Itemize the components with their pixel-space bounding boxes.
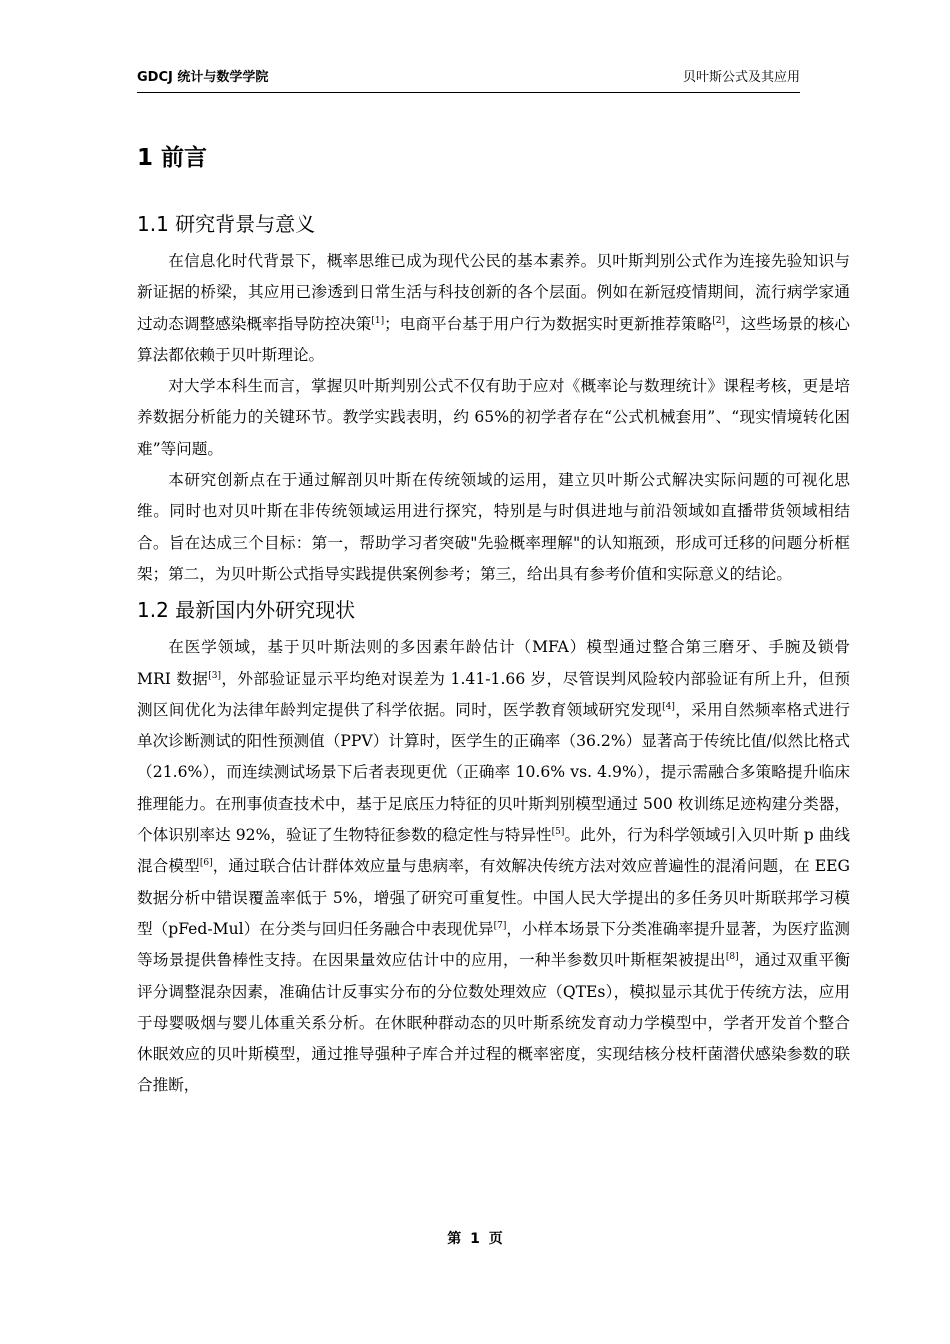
section-title-1-2: 1.2 最新国内外研究现状 (137, 598, 356, 623)
citation-ref: [8] (725, 952, 739, 963)
chapter-title: 1 前言 (137, 145, 208, 171)
paragraph-text: ，外部验证显示平均绝对误差为 1.41-1.66 岁，尽管误判风险较内部验证有所上升，但预测区间优化为法律年龄判定提供了科学依据。同时，医学教育领域研究发现 (137, 669, 851, 719)
paragraph-text: ，采用自然频率格式进行单次诊断测试的阳性预测值（PPV）计算时，医学生的正确率（36.2%）显著高于传统比值/似然比格式（21.6%），而连续测试场景下后者表现更优（正确率 10.6% vs. 4.9%），提示需融合多策略提升临床推理能力。在刑事侦查技术中，基于足底压力特征的贝叶斯判别模型通过 500 枚训练足迹构建分类器，个体识别率达 92%，验证了生物特征参数的稳定性与特异性 (137, 700, 850, 845)
header-document-title: 贝叶斯公式及其应用 (682, 70, 800, 85)
citation-ref: [7] (493, 920, 507, 931)
page-number: 第 1 页 (447, 1231, 503, 1247)
paragraph (137, 246, 850, 371)
citation-ref: [2] (712, 315, 725, 326)
page-header (137, 66, 800, 88)
citation-ref: [5] (551, 826, 565, 837)
paragraph (137, 632, 850, 1101)
paragraph-text: ，小样本场景下分类准确率提升显著，为医疗监测等场景提供鲁棒性支持。在因果量效应估计中的应用，一种半参数贝叶斯框架被提出 (137, 919, 850, 970)
paragraph-text: 对大学本科生而言，掌握贝叶斯判别公式不仅有助于应对《概率论与数理统计》课程考核，更是培养数据分析能力的关键环节。教学实践表明，约 65%的初学者存在“公式机械套用”、“现实情境转化困难”等问题。 (137, 377, 850, 458)
paragraph (137, 465, 850, 590)
paragraph-text: ；电商平台基于用户行为数据实时更新推荐策略 (384, 314, 713, 333)
paragraph-text: 在信息化时代背景下，概率思维已成为现代公民的基本素养。贝叶斯判别公式作为连接先验知识与新证据的桥梁，其应用已渗透到日常生活与科技创新的各个层面。例如在新冠疫情期间，流行病学家通过动态调整感染概率指导防控决策 (137, 252, 850, 333)
paragraph-text: ，通过双重平衡评分调整混杂因素，准确估计反事实分布的分位数处理效应（QTEs），模拟显示其优于传统方法，应用于母婴吸烟与婴儿体重关系分析。在休眠种群动态的贝叶斯系统发育动力学模型中，学者开发首个整合休眠效应的贝叶斯模型，通过推导强种子库合并过程的概率密度，实现结核分枝杆菌潜伏感染参数的联合推断， (137, 951, 850, 1095)
section-title-1-1: 1.1 研究背景与意义 (137, 212, 316, 236)
paragraph-text: 。此外，行为科学领域引入贝叶斯 p 曲线混合模型 (137, 826, 850, 876)
citation-ref: [1] (371, 315, 385, 326)
paragraph-text: 本研究创新点在于通过解剖贝叶斯在传统领域的运用，建立贝叶斯公式解决实际问题的可视化思维。同时也对贝叶斯在非传统领域运用进行探究，特别是与时俱进地与前沿领域如直播带货领域相结合。旨在达成三个目标：第一，帮助学习者突破"先验概率理解"的认知瓶颈，形成可迁移的问题分析框架；第二，为贝叶斯公式指导实践提供案例参考；第三，给出具有参考价值和实际意义的结论。 (137, 471, 850, 583)
citation-ref: [4] (662, 701, 675, 712)
paragraph-text: ，这些场景的核心算法都依赖于贝叶斯理论。 (137, 314, 850, 364)
paragraph (137, 371, 850, 465)
header-institution: GDCJ 统计与数学学院 (137, 70, 269, 85)
paragraph-text: 在医学领域，基于贝叶斯法则的多因素年龄估计（MFA）模型通过整合第三磨牙、手腕及锁骨 MRI 数据 (137, 638, 850, 688)
citation-ref: [3] (208, 670, 221, 681)
header-divider (137, 92, 800, 93)
citation-ref: [6] (199, 858, 213, 869)
page-body (137, 138, 850, 1102)
paragraph-text: ，通过联合估计群体效应量与患病率，有效解决传统方法对效应普遍性的混淆问题，在 EEG 数据分析中错误覆盖率低于 5%，增强了研究可重复性。中国人民大学提出的多任务贝叶斯联邦学习模型（pFed-Mul）在分类与回归任务融合中表现优异 (137, 857, 850, 938)
